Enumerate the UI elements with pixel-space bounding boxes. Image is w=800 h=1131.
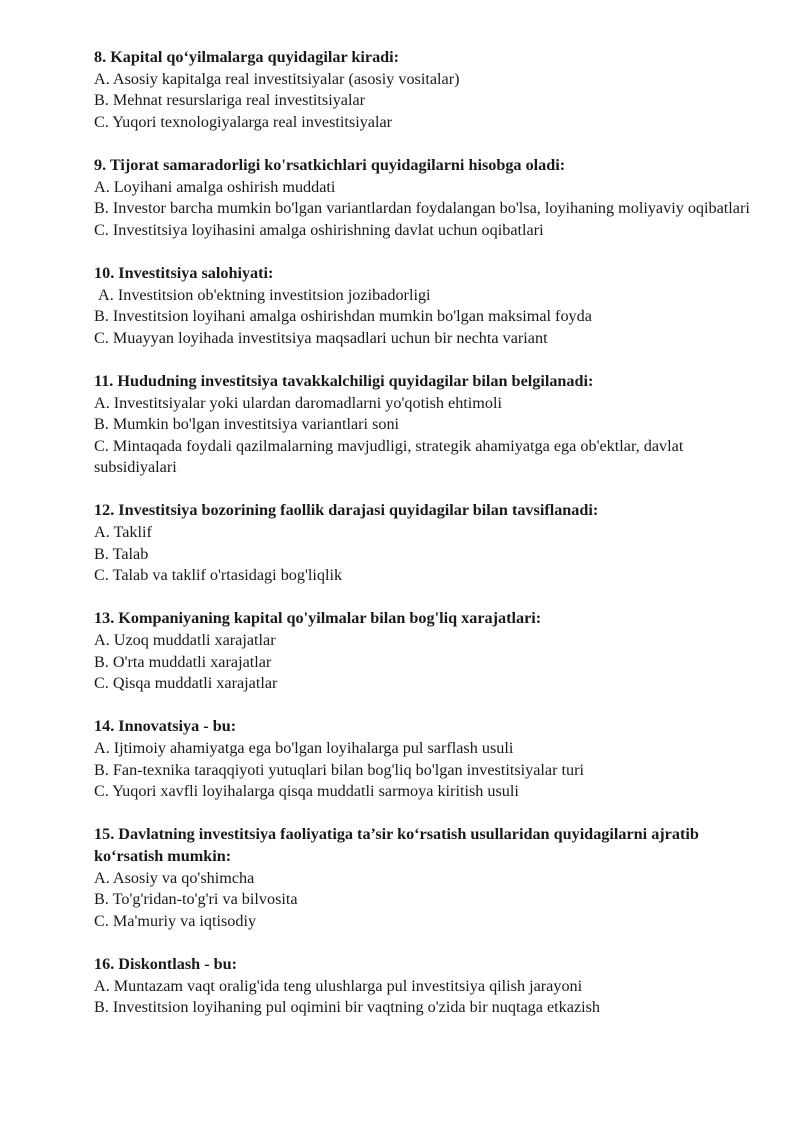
- question-title: 10. Investitsiya salohiyati:: [94, 263, 274, 282]
- answer-option-a: A. Muntazam vaqt oralig'ida teng ulushlarga pul investitsiya qilish jarayoni: [94, 976, 583, 995]
- question-title: 9. Tijorat samaradorligi ko'rsatkichlari quyidagilarni hisobga oladi:: [94, 155, 566, 174]
- answer-option-b: B. Talab: [94, 544, 149, 563]
- answer-option-a: A. Ijtimoiy ahamiyatga ega bo'lgan loyihalarga pul sarflash usuli: [94, 739, 514, 757]
- answer-option-a: A. Investitsiyalar yoki ulardan daromadlarni yo'qotish ehtimoli: [94, 393, 502, 412]
- answer-option-c: C. Yuqori texnologiyalarga real investitsiyalar: [94, 112, 393, 131]
- question-10: [94, 263, 764, 349]
- question-title: 13. Kompaniyaning kapital qo'yilmalar bilan bog'liq xarajatlari:: [94, 609, 542, 628]
- question-9: [94, 155, 764, 241]
- answer-option-c: C. Mintaqada foydali qazilmalarning mavjudligi, strategik ahamiyatga ega ob'ektlar, davlat subsidiyalari: [94, 436, 688, 477]
- answer-option-b: B. Mumkin bo'lgan investitsiya variantlari soni: [94, 415, 400, 434]
- answer-option-c: C. Talab va taklif o'rtasidagi bog'liqlik: [94, 566, 343, 585]
- answer-option-b: B. Investor barcha mumkin bo'lgan variantlardan foydalangan bo'lsa, loyihaning moliyaviy oqibatlari: [94, 199, 750, 218]
- question-12: [94, 500, 764, 586]
- answer-option-a: A. Taklif: [94, 523, 152, 542]
- answer-option-c: C. Yuqori xavfli loyihalarga qisqa muddatli sarmoya kiritish usuli: [94, 782, 519, 801]
- answer-option-a: A. Uzoq muddatli xarajatlar: [94, 631, 276, 650]
- answer-option-c: C. Investitsiya loyihasini amalga oshirishning davlat uchun oqibatlari: [94, 220, 544, 239]
- answer-option-b: B. Investitsion loyihani amalga oshirishdan mumkin bo'lgan maksimal foyda: [94, 307, 592, 326]
- answer-option-b: B. Fan-texnika taraqqiyoti yutuqlari bilan bog'liq bo'lgan investitsiyalar turi: [94, 760, 585, 779]
- answer-option-c: C. Muayyan loyihada investitsiya maqsadlari uchun bir nechta variant: [94, 328, 548, 347]
- answer-option-a: A. Investitsion ob'ektning investitsion jozibadorligi: [94, 285, 431, 304]
- question-11: [94, 371, 764, 479]
- question-15: [94, 824, 764, 932]
- answer-option-a: A. Asosiy va qo'shimcha: [94, 868, 255, 887]
- answer-option-b: B. Investitsion loyihaning pul oqimini bir vaqtning o'zida bir nuqtaga etkazish: [94, 998, 601, 1017]
- question-13: [94, 608, 764, 694]
- question-title: 12. Investitsiya bozorining faollik darajasi quyidagilar bilan tavsiflanadi:: [94, 501, 599, 520]
- document-page: [94, 47, 764, 1040]
- answer-option-b: B. O'rta muddatli xarajatlar: [94, 652, 272, 671]
- question-8: [94, 47, 764, 133]
- answer-option-b: B. To'g'ridan-to'g'ri va bilvosita: [94, 890, 298, 909]
- answer-option-b: B. Mehnat resurslariga real investitsiyalar: [94, 91, 366, 110]
- question-title: 16. Diskontlash - bu:: [94, 954, 238, 973]
- answer-option-c: C. Ma'muriy va iqtisodiy: [94, 911, 257, 930]
- question-16: [94, 954, 764, 1019]
- answer-option-a: A. Asosiy kapitalga real investitsiyalar (asosiy vositalar): [94, 69, 460, 88]
- question-title: 8. Kapital qo‘yilmalarga quyidagilar kiradi:: [94, 48, 400, 66]
- question-title: 15. Davlatning investitsiya faoliyatiga ta’sir ko‘rsatish usullaridan quyidagilarni ajratib ko‘rsatish mumkin:: [94, 825, 699, 865]
- question-title: 14. Innovatsiya - bu:: [94, 717, 237, 736]
- answer-option-c: C. Qisqa muddatli xarajatlar: [94, 674, 278, 693]
- answer-option-a: A. Loyihani amalga oshirish muddati: [94, 177, 336, 196]
- question-14: [94, 716, 764, 802]
- question-title: 11. Hududning investitsiya tavakkalchiligi quyidagilar bilan belgilanadi:: [94, 371, 594, 390]
